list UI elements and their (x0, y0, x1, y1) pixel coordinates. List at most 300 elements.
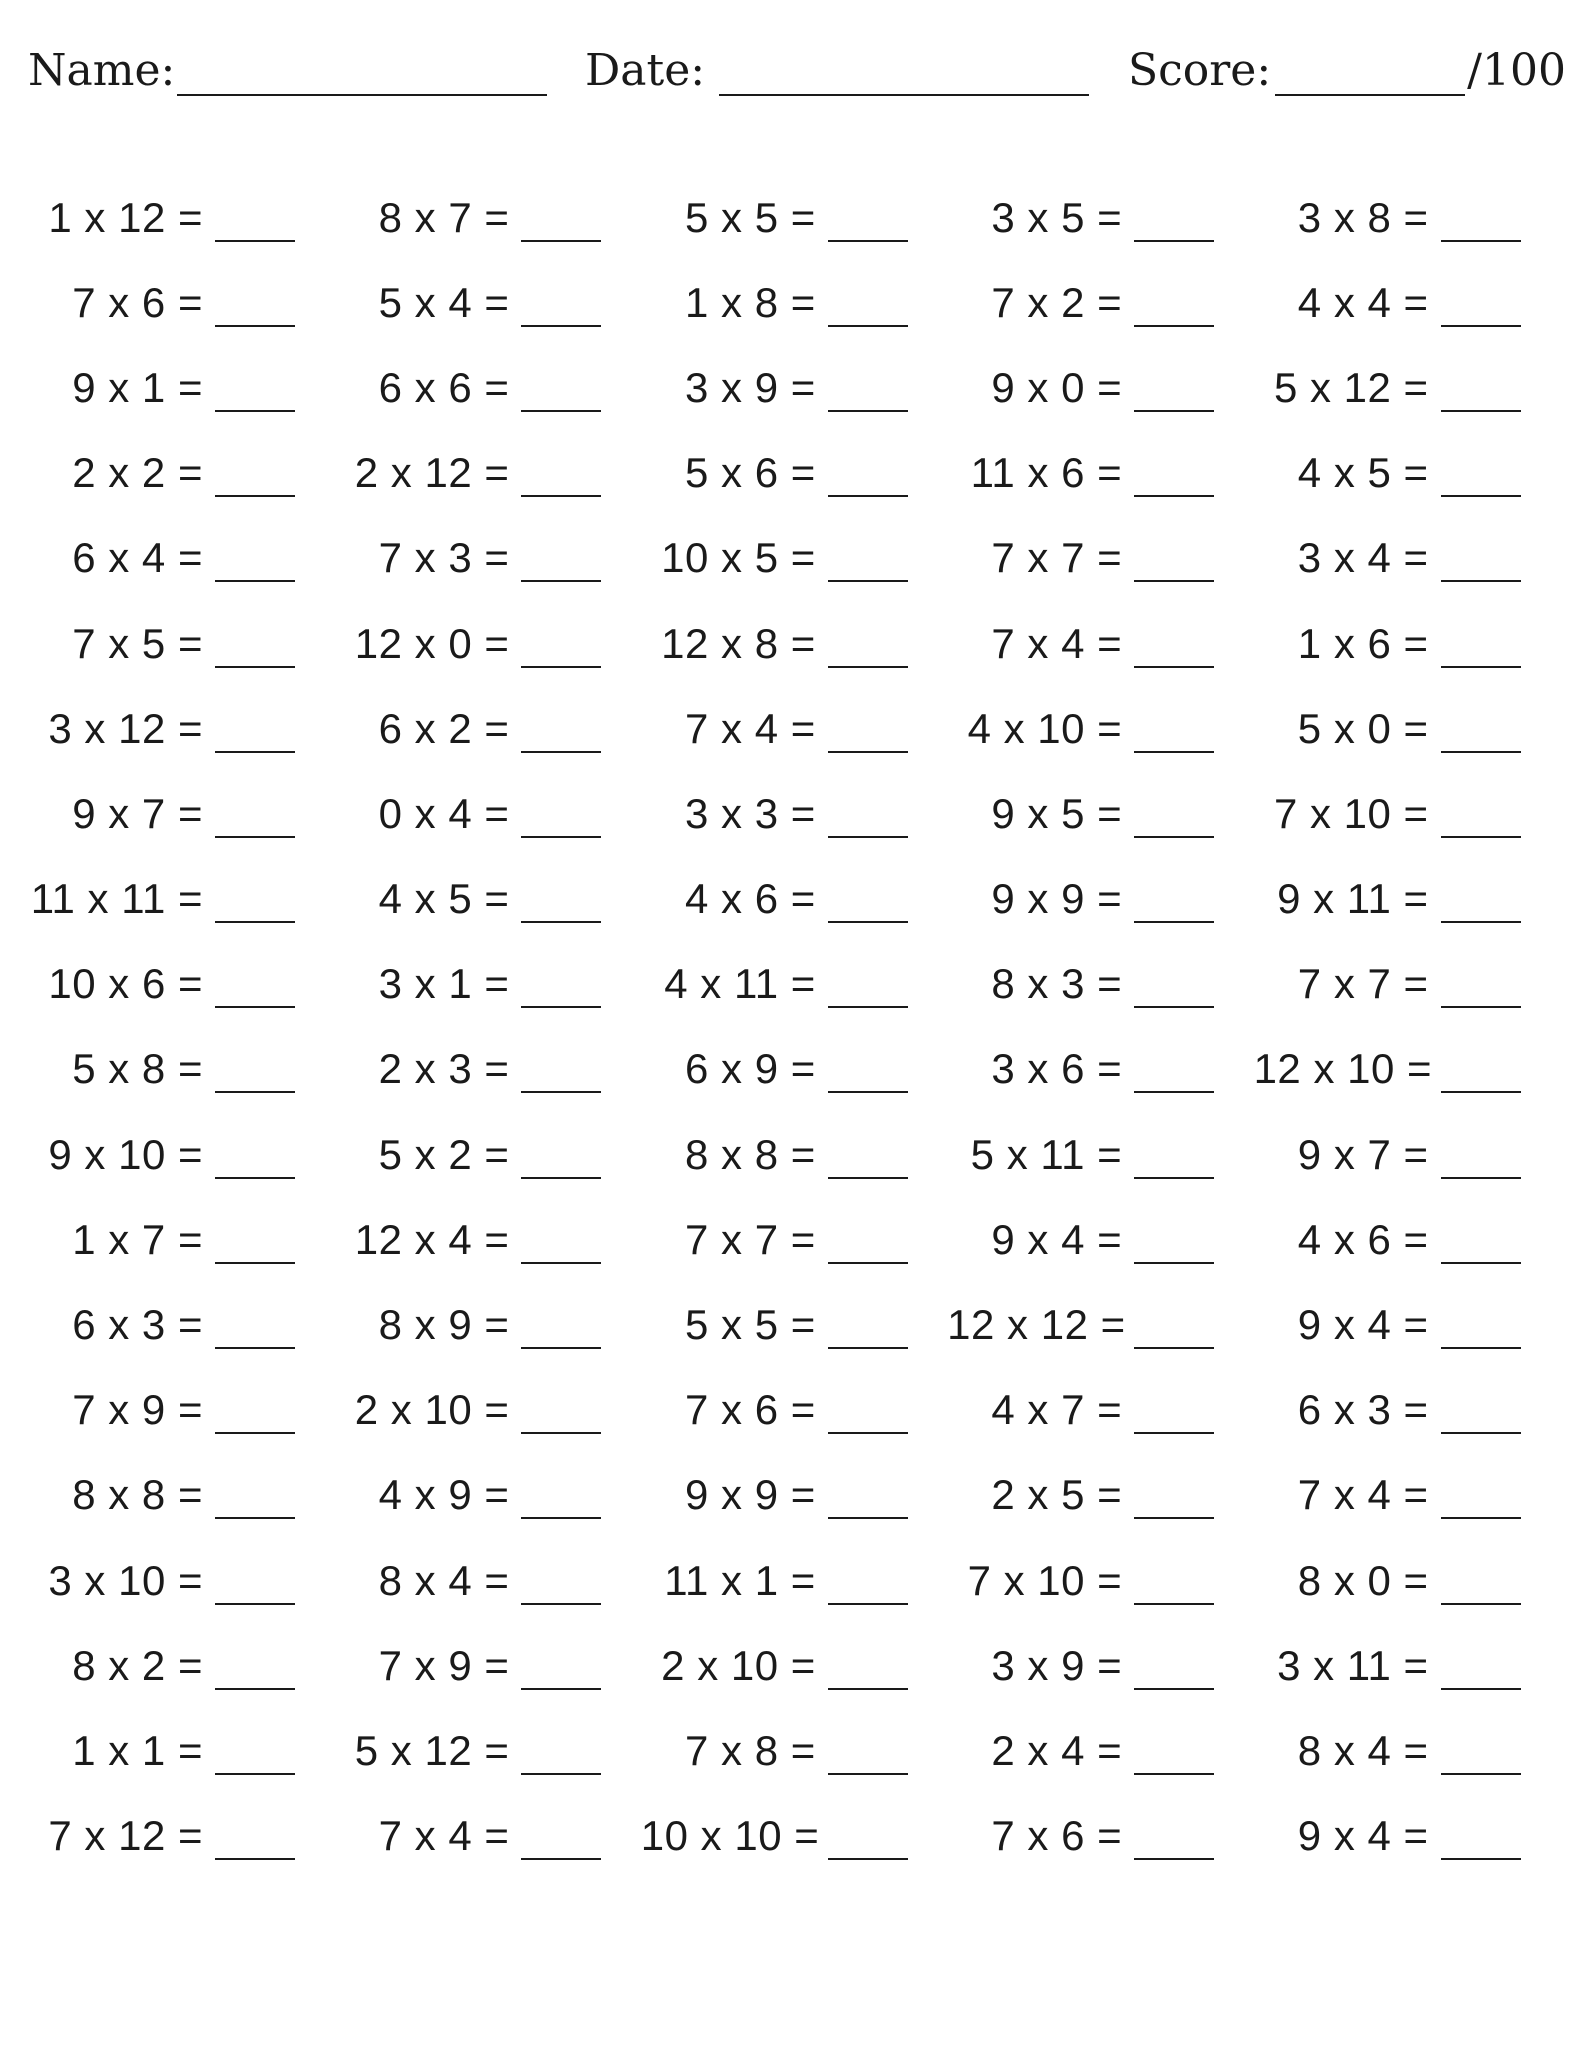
problem-text: 4 x 11 = (664, 960, 816, 1008)
problem-text: 7 x 4 = (685, 704, 816, 752)
problem-item (334, 960, 640, 1008)
problem-text: 5 x 5 = (685, 193, 816, 241)
problem-item (1254, 1131, 1560, 1179)
problem-item (1254, 1471, 1560, 1519)
problem-item (947, 1812, 1253, 1860)
problem-item (641, 875, 947, 923)
problem-text: 9 x 9 = (991, 875, 1123, 923)
problem-item (947, 1131, 1253, 1179)
problem-item (947, 620, 1253, 668)
answer-blank[interactable] (828, 376, 908, 412)
answer-blank[interactable] (521, 1483, 601, 1519)
answer-blank[interactable] (521, 546, 601, 582)
answer-blank[interactable] (1441, 1228, 1521, 1264)
problem-text: 5 x 0 = (1297, 704, 1429, 752)
answer-blank[interactable] (1134, 887, 1214, 923)
problem-item (1254, 1216, 1560, 1264)
problem-item (334, 1812, 640, 1860)
problem-text: 2 x 10 = (661, 1641, 816, 1689)
problem-text: 7 x 4 = (378, 1812, 510, 1860)
problem-item (334, 790, 640, 838)
problem-text: 6 x 9 = (685, 1045, 816, 1093)
problem-item (28, 705, 334, 753)
problem-item (1254, 1386, 1560, 1434)
problem-item (641, 279, 947, 327)
problem-text: 7 x 9 = (378, 1641, 510, 1689)
answer-blank[interactable] (1441, 206, 1521, 242)
problem-text: 6 x 2 = (378, 704, 510, 752)
answer-blank[interactable] (1134, 1739, 1214, 1775)
problem-text: 7 x 9 = (72, 1386, 203, 1434)
answer-blank[interactable] (521, 291, 601, 327)
answer-blank[interactable] (1441, 887, 1521, 923)
problem-text: 6 x 3 = (72, 1301, 203, 1349)
answer-blank[interactable] (215, 461, 295, 497)
problem-text: 7 x 6 = (72, 278, 203, 326)
answer-blank[interactable] (828, 1143, 908, 1179)
problem-row (28, 431, 1560, 516)
answer-blank[interactable] (1134, 1483, 1214, 1519)
problem-text: 11 x 11 = (30, 875, 203, 923)
problem-item (28, 875, 334, 923)
answer-blank[interactable] (1441, 802, 1521, 838)
answer-blank[interactable] (1441, 291, 1521, 327)
problem-item (334, 1471, 640, 1519)
problem-text: 3 x 3 = (685, 789, 816, 837)
problem-text: 7 x 7 = (1297, 960, 1429, 1008)
problem-item (28, 534, 334, 582)
answer-blank[interactable] (215, 1398, 295, 1434)
problem-row (28, 1027, 1560, 1112)
problem-text: 8 x 4 = (1297, 1726, 1429, 1774)
problem-text: 9 x 11 = (1277, 875, 1429, 923)
problem-text: 8 x 7 = (378, 193, 510, 241)
problem-text: 7 x 7 = (685, 1215, 816, 1263)
problem-item (947, 1642, 1253, 1690)
answer-blank[interactable] (1134, 1569, 1214, 1605)
answer-blank[interactable] (521, 461, 601, 497)
answer-blank[interactable] (521, 887, 601, 923)
answer-blank[interactable] (521, 1654, 601, 1690)
answer-blank[interactable] (1134, 376, 1214, 412)
problem-item (1254, 364, 1560, 412)
problem-item (28, 364, 334, 412)
problem-text: 7 x 4 = (1297, 1471, 1429, 1519)
problem-row (28, 601, 1560, 686)
problem-item (334, 534, 640, 582)
answer-blank[interactable] (215, 802, 295, 838)
problem-item (641, 620, 947, 668)
problem-item (641, 194, 947, 242)
problem-text: 12 x 12 = (947, 1301, 1126, 1349)
problem-item (641, 534, 947, 582)
problem-text: 9 x 0 = (991, 363, 1123, 411)
answer-blank[interactable] (521, 1398, 601, 1434)
problem-text: 9 x 4 = (1297, 1812, 1429, 1860)
name-field (28, 38, 547, 96)
answer-blank[interactable] (1134, 1057, 1214, 1093)
answer-blank[interactable] (215, 376, 295, 412)
answer-blank[interactable] (1134, 291, 1214, 327)
problem-item (1254, 1727, 1560, 1775)
problem-item (641, 1557, 947, 1605)
problem-item (334, 620, 640, 668)
answer-blank[interactable] (521, 1739, 601, 1775)
problem-text: 8 x 2 = (72, 1641, 203, 1689)
problem-text: 1 x 8 = (685, 278, 816, 326)
answer-blank[interactable] (828, 1824, 908, 1860)
problem-item (947, 1471, 1253, 1519)
problem-text: 9 x 4 = (1297, 1301, 1429, 1349)
answer-blank[interactable] (1134, 206, 1214, 242)
problem-row (28, 686, 1560, 771)
answer-blank[interactable] (521, 1143, 601, 1179)
answer-blank[interactable] (215, 1057, 295, 1093)
answer-blank[interactable] (828, 1057, 908, 1093)
problem-text: 9 x 4 = (991, 1215, 1123, 1263)
problem-item (947, 705, 1253, 753)
problem-item (334, 705, 640, 753)
problem-text: 5 x 4 = (378, 278, 510, 326)
problem-item (947, 1557, 1253, 1605)
problem-item (28, 1045, 334, 1093)
problem-item (947, 364, 1253, 412)
answer-blank[interactable] (828, 887, 908, 923)
problem-text: 6 x 3 = (1297, 1386, 1429, 1434)
answer-blank[interactable] (1134, 1228, 1214, 1264)
problem-text: 8 x 8 = (685, 1130, 816, 1178)
problem-row (28, 345, 1560, 430)
answer-blank[interactable] (1441, 1569, 1521, 1605)
problem-item (947, 279, 1253, 327)
problem-item (641, 1386, 947, 1434)
problem-text: 4 x 5 = (1297, 449, 1429, 497)
problem-row (28, 857, 1560, 942)
answer-blank[interactable] (1441, 1739, 1521, 1775)
problem-item (334, 1045, 640, 1093)
problem-row (28, 1794, 1560, 1879)
score-total: /100 (1467, 45, 1566, 96)
problem-text: 8 x 8 = (72, 1471, 203, 1519)
problem-item (28, 1812, 334, 1860)
problem-text: 5 x 12 = (354, 1726, 510, 1774)
problem-item (334, 875, 640, 923)
problem-text: 5 x 8 = (72, 1045, 203, 1093)
problem-text: 7 x 10 = (1273, 789, 1429, 837)
answer-blank[interactable] (215, 1739, 295, 1775)
problem-item (1254, 279, 1560, 327)
answer-blank[interactable] (828, 717, 908, 753)
problem-text: 7 x 10 = (967, 1556, 1123, 1604)
answer-blank[interactable] (1134, 1824, 1214, 1860)
answer-blank[interactable] (521, 1824, 601, 1860)
problem-text: 4 x 7 = (991, 1386, 1123, 1434)
answer-blank[interactable] (215, 1483, 295, 1519)
problem-row (28, 1368, 1560, 1453)
problem-text: 10 x 5 = (661, 534, 816, 582)
answer-blank[interactable] (215, 206, 295, 242)
answer-blank[interactable] (1441, 717, 1521, 753)
answer-blank[interactable] (828, 1483, 908, 1519)
problem-item (334, 194, 640, 242)
problem-item (334, 1642, 640, 1690)
problem-item (1254, 875, 1560, 923)
problem-item (334, 364, 640, 412)
problem-text: 3 x 5 = (991, 193, 1123, 241)
answer-blank[interactable] (828, 291, 908, 327)
problem-text: 1 x 7 = (72, 1215, 203, 1263)
problem-text: 9 x 5 = (991, 789, 1123, 837)
problem-item (28, 1471, 334, 1519)
answer-blank[interactable] (828, 1654, 908, 1690)
problem-text: 8 x 9 = (378, 1301, 510, 1349)
answer-blank[interactable] (215, 632, 295, 668)
problem-text: 4 x 4 = (1297, 278, 1429, 326)
answer-blank[interactable] (828, 1398, 908, 1434)
problem-text: 1 x 12 = (48, 193, 203, 241)
date-label: Date: (585, 45, 706, 96)
answer-blank[interactable] (521, 717, 601, 753)
score-field (1128, 38, 1566, 96)
answer-blank[interactable] (215, 1569, 295, 1605)
answer-blank[interactable] (1441, 1143, 1521, 1179)
score-input-line[interactable] (1275, 38, 1465, 96)
problem-item (28, 279, 334, 327)
problem-text: 10 x 6 = (48, 960, 203, 1008)
problem-item (28, 1301, 334, 1349)
problem-item (947, 1727, 1253, 1775)
problem-text: 2 x 5 = (991, 1471, 1123, 1519)
answer-blank[interactable] (1441, 972, 1521, 1008)
problem-item (1254, 194, 1560, 242)
problem-item (1254, 1557, 1560, 1605)
problem-item (334, 1301, 640, 1349)
problem-item (947, 790, 1253, 838)
problem-item (641, 1045, 947, 1093)
problem-text: 3 x 4 = (1297, 534, 1429, 582)
problem-text: 11 x 1 = (664, 1556, 816, 1604)
problem-text: 7 x 3 = (378, 534, 510, 582)
problem-text: 9 x 7 = (1297, 1130, 1429, 1178)
problem-row (28, 1623, 1560, 1708)
answer-blank[interactable] (1441, 376, 1521, 412)
problem-item (1254, 534, 1560, 582)
problem-item (947, 960, 1253, 1008)
answer-blank[interactable] (1441, 1313, 1521, 1349)
problem-item (28, 194, 334, 242)
answer-blank[interactable] (1441, 1398, 1521, 1434)
answer-blank[interactable] (1441, 461, 1521, 497)
answer-blank[interactable] (828, 1313, 908, 1349)
problem-text: 8 x 4 = (378, 1556, 510, 1604)
problem-text: 1 x 1 = (72, 1726, 203, 1774)
problem-item (1254, 1642, 1560, 1690)
answer-blank[interactable] (215, 972, 295, 1008)
answer-blank[interactable] (215, 1143, 295, 1179)
problem-grid (28, 175, 1560, 1879)
problem-text: 7 x 5 = (72, 619, 203, 667)
problem-item (28, 1642, 334, 1690)
answer-blank[interactable] (1134, 802, 1214, 838)
problem-text: 12 x 4 = (354, 1215, 510, 1263)
answer-blank[interactable] (521, 1057, 601, 1093)
problem-item (947, 875, 1253, 923)
problem-item (334, 1386, 640, 1434)
problem-text: 4 x 9 = (378, 1471, 510, 1519)
problem-item (334, 1131, 640, 1179)
problem-text: 3 x 10 = (48, 1556, 203, 1604)
problem-item (28, 1216, 334, 1264)
problem-text: 2 x 10 = (354, 1386, 510, 1434)
answer-blank[interactable] (521, 1569, 601, 1605)
problem-text: 7 x 8 = (685, 1726, 816, 1774)
problem-text: 0 x 4 = (378, 789, 510, 837)
answer-blank[interactable] (521, 376, 601, 412)
problem-text: 3 x 6 = (991, 1045, 1123, 1093)
problem-item (28, 1131, 334, 1179)
answer-blank[interactable] (1441, 1824, 1521, 1860)
problem-item (1254, 1301, 1560, 1349)
problem-text: 8 x 0 = (1297, 1556, 1429, 1604)
answer-blank[interactable] (521, 206, 601, 242)
problem-text: 2 x 12 = (354, 449, 510, 497)
problem-text: 9 x 9 = (685, 1471, 816, 1519)
answer-blank[interactable] (521, 1228, 601, 1264)
problem-text: 5 x 11 = (970, 1130, 1123, 1178)
problem-item (947, 1045, 1253, 1093)
problem-text: 2 x 2 = (72, 449, 203, 497)
problem-item (1254, 705, 1560, 753)
problem-item (641, 1727, 947, 1775)
problem-text: 11 x 6 = (970, 449, 1123, 497)
problem-row (28, 516, 1560, 601)
problem-item (28, 1386, 334, 1434)
answer-blank[interactable] (828, 1569, 908, 1605)
date-input-line[interactable] (719, 38, 1089, 96)
answer-blank[interactable] (215, 1228, 295, 1264)
answer-blank[interactable] (828, 632, 908, 668)
date-field (585, 38, 1089, 96)
problem-text: 6 x 6 = (378, 363, 510, 411)
answer-blank[interactable] (215, 291, 295, 327)
answer-blank[interactable] (1134, 461, 1214, 497)
problem-text: 5 x 6 = (685, 449, 816, 497)
problem-item (641, 1131, 947, 1179)
problem-text: 3 x 8 = (1297, 193, 1429, 241)
answer-blank[interactable] (215, 1654, 295, 1690)
problem-item (947, 194, 1253, 242)
answer-blank[interactable] (828, 802, 908, 838)
problem-text: 3 x 12 = (48, 704, 203, 752)
answer-blank[interactable] (1134, 972, 1214, 1008)
problem-item (641, 1216, 947, 1264)
answer-blank[interactable] (1441, 546, 1521, 582)
problem-item (28, 1557, 334, 1605)
problem-item (28, 790, 334, 838)
problem-item (641, 1812, 947, 1860)
problem-text: 2 x 4 = (991, 1726, 1123, 1774)
answer-blank[interactable] (521, 802, 601, 838)
problem-item (1254, 449, 1560, 497)
problem-item (947, 534, 1253, 582)
problem-item (947, 1301, 1253, 1349)
problem-item (641, 449, 947, 497)
problem-row (28, 1197, 1560, 1282)
answer-blank[interactable] (1134, 717, 1214, 753)
answer-blank[interactable] (1134, 546, 1214, 582)
worksheet-header (28, 38, 1566, 108)
answer-blank[interactable] (828, 206, 908, 242)
answer-blank[interactable] (828, 546, 908, 582)
problem-text: 3 x 9 = (685, 363, 816, 411)
answer-blank[interactable] (1441, 1057, 1521, 1093)
problem-text: 7 x 6 = (991, 1812, 1123, 1860)
answer-blank[interactable] (1441, 1483, 1521, 1519)
answer-blank[interactable] (215, 546, 295, 582)
problem-text: 9 x 10 = (48, 1130, 203, 1178)
problem-row (28, 942, 1560, 1027)
problem-item (334, 1557, 640, 1605)
problem-item (28, 960, 334, 1008)
problem-text: 12 x 8 = (661, 619, 816, 667)
answer-blank[interactable] (1441, 632, 1521, 668)
answer-blank[interactable] (215, 1824, 295, 1860)
problem-text: 5 x 5 = (685, 1301, 816, 1349)
answer-blank[interactable] (1134, 1398, 1214, 1434)
name-input-line[interactable] (177, 38, 547, 96)
problem-text: 8 x 3 = (991, 960, 1123, 1008)
problem-row (28, 1708, 1560, 1793)
answer-blank[interactable] (1441, 1654, 1521, 1690)
answer-blank[interactable] (828, 1228, 908, 1264)
problem-item (28, 620, 334, 668)
problem-item (947, 1216, 1253, 1264)
problem-item (641, 705, 947, 753)
answer-blank[interactable] (1134, 1313, 1214, 1349)
answer-blank[interactable] (521, 972, 601, 1008)
problem-text: 4 x 5 = (378, 875, 510, 923)
problem-row (28, 1453, 1560, 1538)
problem-item (334, 279, 640, 327)
answer-blank[interactable] (215, 887, 295, 923)
problem-text: 2 x 3 = (378, 1045, 510, 1093)
answer-blank[interactable] (828, 1739, 908, 1775)
problem-text: 4 x 6 = (1297, 1215, 1429, 1263)
answer-blank[interactable] (215, 717, 295, 753)
problem-text: 7 x 7 = (991, 534, 1123, 582)
problem-item (947, 449, 1253, 497)
answer-blank[interactable] (215, 1313, 295, 1349)
answer-blank[interactable] (1134, 632, 1214, 668)
answer-blank[interactable] (521, 632, 601, 668)
problem-text: 12 x 10 = (1253, 1045, 1433, 1093)
problem-text: 9 x 1 = (72, 363, 203, 411)
problem-text: 6 x 4 = (72, 534, 203, 582)
problem-text: 7 x 4 = (991, 619, 1123, 667)
answer-blank[interactable] (828, 461, 908, 497)
answer-blank[interactable] (828, 972, 908, 1008)
score-label: Score: (1128, 45, 1272, 96)
problem-item (334, 1216, 640, 1264)
answer-blank[interactable] (1134, 1143, 1214, 1179)
problem-item (28, 1727, 334, 1775)
problem-item (1254, 790, 1560, 838)
answer-blank[interactable] (1134, 1654, 1214, 1690)
answer-blank[interactable] (521, 1313, 601, 1349)
problem-text: 5 x 2 = (378, 1130, 510, 1178)
problem-item (1254, 1045, 1560, 1093)
problem-item (1254, 1812, 1560, 1860)
